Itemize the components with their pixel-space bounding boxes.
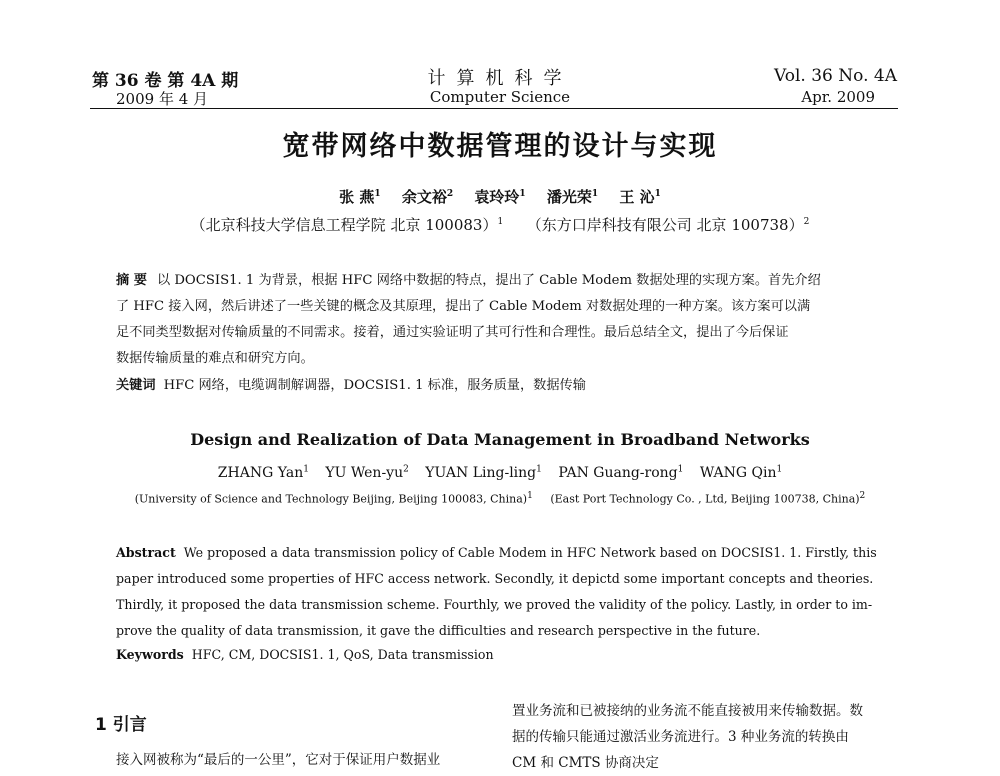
author-en: PAN Guang-rong$^1$	[558, 464, 684, 481]
body-text-right: 置业务流和已被接纳的业务流不能直接被用来传输数据。数 据的传输只能通过激活业务流进行。3 种业务流的转换由 CM 和 CMTS 协商决定	[512, 703, 863, 771]
author-cn: 张 燕$^1$	[339, 188, 381, 206]
keywords-en-label: Keywords	[116, 647, 184, 662]
affiliations-en: (University of Science and Technology Beijing, Beijing 100083, China)$^1$ (East Port Technology Co. , Ltd, Beijing 100738, China)$^2$	[134, 491, 866, 506]
author-cn: 王 沁$^1$	[619, 188, 661, 206]
author-en: YUAN Ling-ling$^1$	[425, 464, 542, 481]
affiliations-cn: （北京科技大学信息工程学院 北京 100083）$^1$ （东方口岸科技有限公司 北京 100738）$^2$	[190, 216, 810, 234]
header-journal-en: Computer Science	[429, 88, 571, 106]
keywords-en: Keywords HFC, CM, DOCSIS1. 1, QoS, Data transmission	[116, 647, 494, 662]
header-journal-cn: 计算机科学	[427, 68, 573, 89]
header-volume-en: Vol. 36 No. 4A	[774, 66, 897, 86]
header-volume-cn: 第 36 卷 第 4A 期	[92, 71, 239, 91]
body-text-left: 接入网被称为“最后的一公里”，它对于保证用户数据业	[116, 752, 441, 768]
author-cn: 袁玲玲$^1$	[474, 188, 526, 206]
affiliation-cn: （东方口岸科技有限公司 北京 100738）	[526, 216, 804, 234]
author-en: YU Wen-$yu^2$	[325, 464, 409, 481]
abstract-cn: 摘 要 以 DOCSIS1. 1 为背景，根据 HFC 网络中数据的特点，提出了 Cable Modem 数据处理的实现方案。首先介绍 了 HFC 接入网，然后讲述了一些关键的概念及其原理，提出了 Cable Modem 对数据处理的一种方案。该方案可以满 足不同类型数据对传输质量的不同需求。接着，通过实验证明了其可行性和合理性。最后总结全文，提出了今后保证 数据传输质量的难点和研究方向。	[116, 273, 821, 366]
authors-en	[0, 464, 1000, 481]
abstract-cn-label: 摘 要	[116, 273, 147, 288]
affiliation-cn: （北京科技大学信息工程学院 北京 100083）	[190, 216, 498, 234]
paper-title-en: Design and Realization of Data Management in Broadband Networks	[190, 430, 810, 449]
paper-title-cn: 宽带网络中数据管理的设计与实现	[282, 131, 718, 162]
affiliation-en: (East Port Technology Co. , Ltd, Beijing 100738, China)	[550, 492, 860, 506]
keywords-cn: 关键词 HFC 网络，电缆调制解调器，DOCSIS1. 1 标准，服务质量，数据传输	[116, 378, 586, 393]
author-en: WANG Qin$^1$	[699, 464, 783, 481]
keywords-cn-label: 关键词	[116, 378, 156, 393]
abstract-en: Abstract We proposed a data transmission policy of Cable Modem in HFC Network based on DOCSIS1. 1. Firstly, this paper introduced some properties of HFC access network. Secondly, it depictd some important concepts and theories. Thirdly, it proposed the data transmission scheme. Fourthly, we proved the validity of the policy. Lastly, in order to im- prove the quality of data transmission, it gave the difficulties and research perspective in the future.	[116, 545, 877, 638]
author-en: ZHANG Yan$^1$	[217, 464, 309, 481]
header-date-cn: 2009 年 4 月	[116, 90, 209, 108]
section-heading-introduction: 1 引言	[95, 715, 147, 735]
abstract-en-label: Abstract	[116, 545, 176, 560]
affiliation-en: (University of Science and Technology Beijing, Beijing 100083, China)	[134, 492, 528, 506]
author-cn: 余文裕$^2$	[401, 188, 454, 206]
authors-cn	[0, 186, 1000, 207]
author-cn: 潘光荣$^1$	[546, 188, 599, 206]
header-rule	[90, 108, 898, 109]
header-date-en: Apr. 2009	[801, 88, 875, 106]
